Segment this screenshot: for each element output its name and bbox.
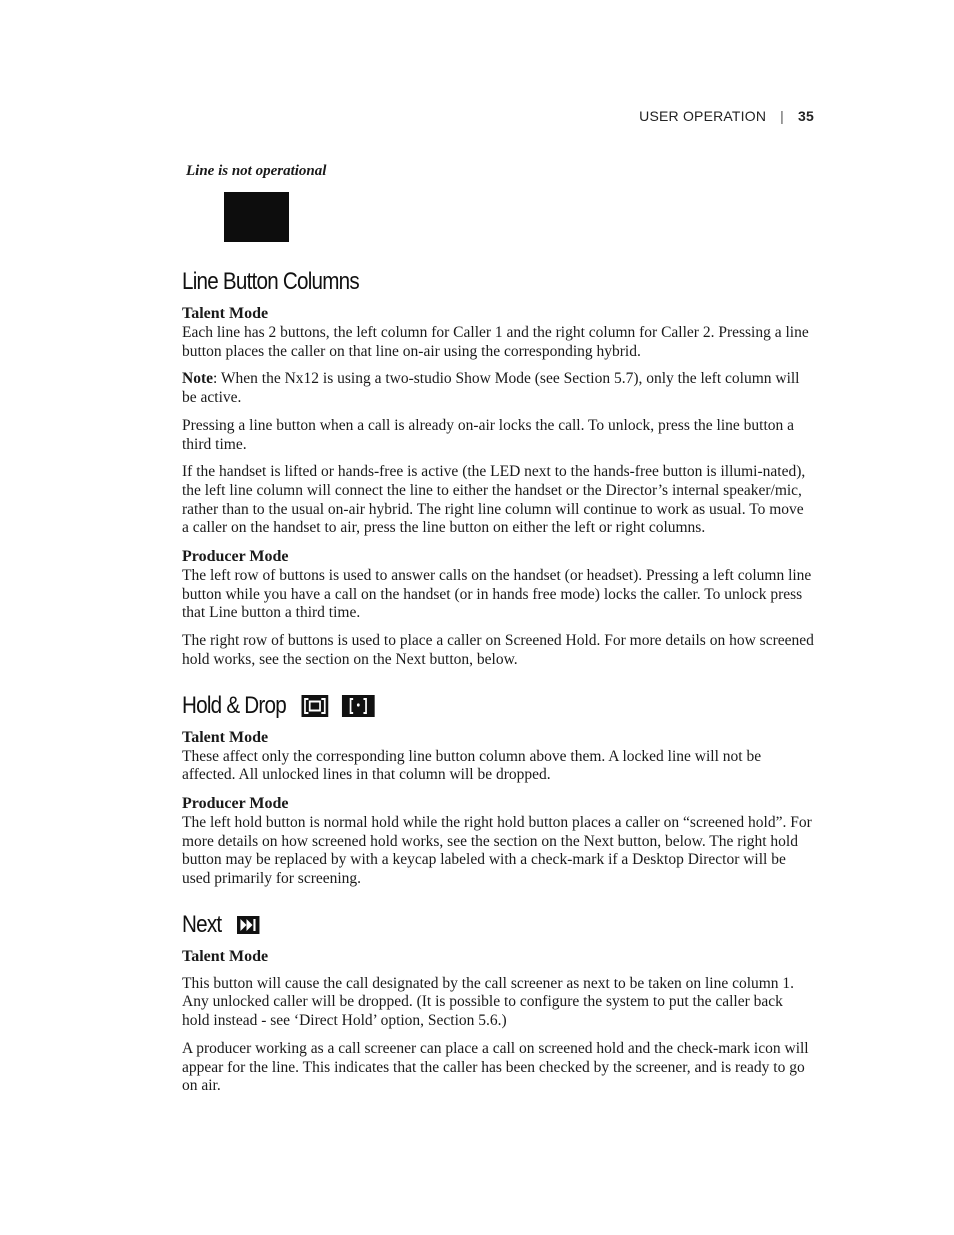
talent-mode-heading: Talent Mode — [182, 728, 269, 746]
page-content — [182, 268, 814, 1105]
section-title-line-button-columns: Line Button Columns — [182, 268, 359, 295]
next-icon — [237, 916, 259, 934]
hold-icon — [301, 695, 328, 717]
section-line-button-columns — [182, 268, 814, 670]
paragraph: These affect only the corresponding line button column above them. A locked line will not be affected. All unlocked lines in that column will be dropped. — [182, 747, 762, 784]
producer-mode-heading: Producer Mode — [182, 548, 289, 566]
paragraph: Each line has 2 buttons, the left column for Caller 1 and the right column for Caller 2. Pressing a line button places the caller on that line on-air using the corresponding hybrid. — [182, 324, 809, 360]
paragraph: This button will cause the call designated by the call screener as next to be taken on line column 1. Any unlocked caller will be dropped. (It is possible to configure the system to put the caller back hold instead - see ‘Direct Hold’ option, Section 5.6.) — [182, 974, 795, 1030]
note-text: : When the Nx12 is using a two-studio Show Mode (see Section 5.7), only the left column will be active. — [182, 370, 800, 407]
screened-hold-icon — [342, 695, 375, 717]
next-icon-graphic — [237, 916, 259, 934]
paragraph: The left hold button is normal hold while the right hold button places a caller on “screened hold”. For more details on how screened hold works, see the section on the Next button, below. The right hold button may be replaced by with a keycap labeled with a check-mark if a Desktop Director will be used primarily for screening. — [182, 813, 812, 888]
figure-caption: Line is not operational — [186, 163, 327, 179]
paragraph: The left row of buttons is used to answer calls on the handset (or headset). Pressing a left column line button while you have a call on the handset (or in hands free mode) locks the caller. To unlock press that Line button a third time. — [182, 567, 812, 622]
next-icons — [237, 916, 259, 934]
section-hold-drop — [182, 692, 814, 889]
paragraph: Pressing a line button when a call is already on-air locks the call. To unlock, press the line button a third time. — [182, 416, 795, 453]
paragraph: If the handset is lifted or hands-free is active (the LED next to the hands-free button is illumi-nated), the left line column will connect the line to either the handset or the Director’s internal speaker/mic, rather than to the usual on-air hybrid. The right line column will continue to work as usual. To move a caller on the handset to air, press the line button on either the left or right columns. — [182, 463, 806, 537]
paragraph: The right row of buttons is used to place a caller on Screened Hold. For more details on how screened hold works, see the section on the Next button, below. — [182, 632, 814, 668]
header-separator: | — [780, 108, 785, 124]
running-header — [639, 108, 814, 124]
producer-mode-heading: Producer Mode — [182, 794, 289, 812]
page-number: 35 — [798, 108, 814, 124]
talent-mode-heading: Talent Mode — [182, 305, 269, 322]
hold-icon-graphic — [301, 695, 328, 717]
talent-mode-heading: Talent Mode — [182, 947, 269, 965]
line-status-indicator — [224, 192, 289, 242]
screened-hold-icon-graphic — [342, 695, 375, 717]
note-label: Note — [182, 370, 213, 388]
header-section-title: USER OPERATION — [639, 108, 767, 124]
note-paragraph — [182, 370, 814, 407]
paragraph: A producer working as a call screener can place a call on screened hold and the check-mark icon will appear for the line. This indicates that the caller has been checked by the screener, and is ready to go on air. — [182, 1039, 809, 1095]
section-next — [182, 911, 814, 1096]
hold-drop-icons — [301, 695, 374, 717]
section-title-next: Next — [182, 911, 726, 939]
section-title-hold-drop: Hold & Drop — [182, 692, 726, 720]
